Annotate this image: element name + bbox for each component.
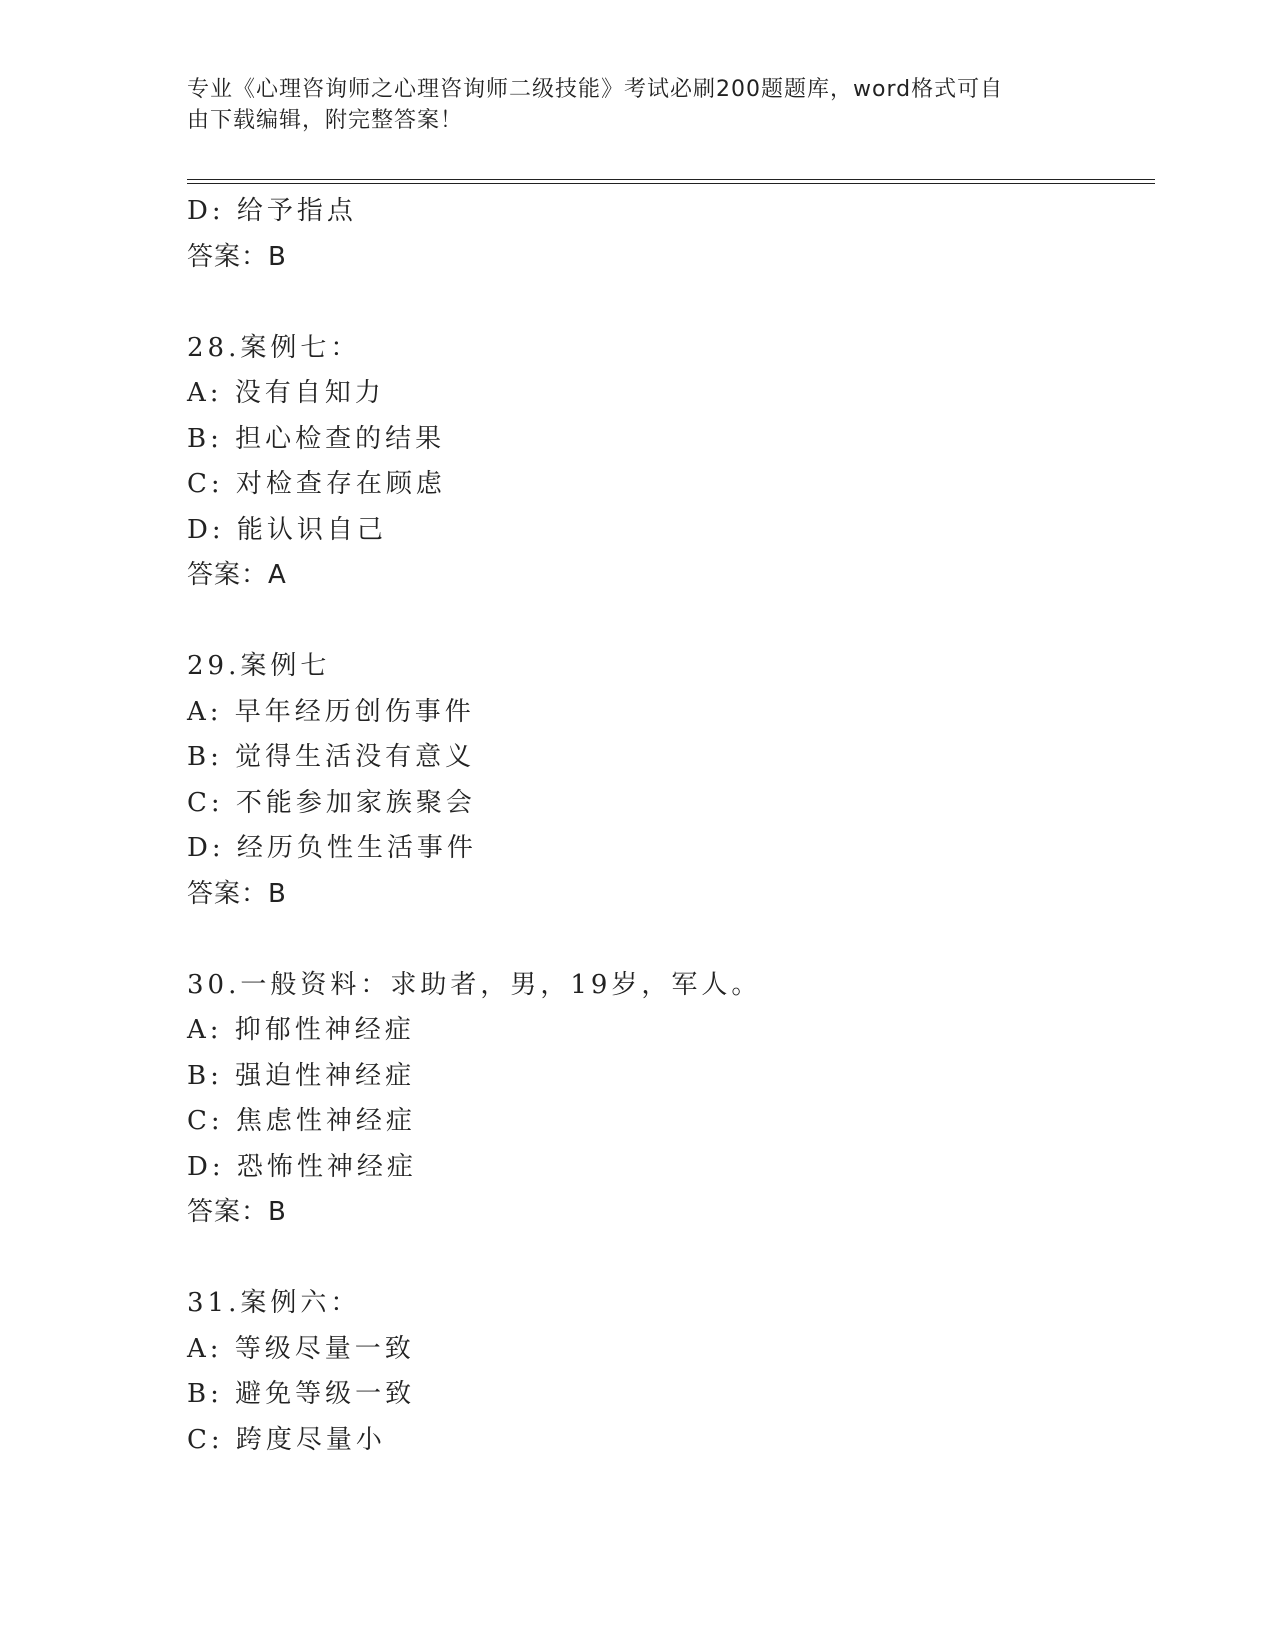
header-divider-top	[187, 179, 1155, 180]
question-29	[187, 644, 1147, 917]
option-b: B: 强迫性神经症	[187, 1060, 416, 1091]
header-divider-bottom	[187, 183, 1155, 184]
question-list	[187, 189, 1147, 1463]
option-c: C: 不能参加家族聚会	[187, 787, 476, 818]
spacer	[187, 599, 1147, 645]
option-b: B: 觉得生活没有意义	[187, 742, 476, 772]
option-d: D: 恐怖性神经症	[187, 1151, 417, 1182]
question-stem: 29.案例七	[187, 651, 331, 681]
question-fragment	[187, 189, 1147, 280]
option-a: A: 等级尽量一致	[187, 1333, 415, 1364]
option-b: B: 担心检查的结果	[187, 423, 446, 454]
option-c: C: 跨度尽量小	[187, 1424, 386, 1455]
spacer	[187, 917, 1147, 963]
option-d: D: 经历负性生活事件	[187, 833, 477, 863]
header-line-2: 由下载编辑，附完整答案！	[187, 108, 464, 133]
answer-line: 答案：B	[187, 241, 287, 272]
spacer	[187, 280, 1147, 326]
option-d: D: 能认识自己	[187, 514, 387, 545]
answer-line: 答案：B	[187, 878, 287, 909]
question-stem: 30.一般资料：求助者，男，19岁，军人。	[187, 969, 762, 1000]
question-stem: 31.案例六：	[187, 1288, 361, 1318]
option-b: B: 避免等级一致	[187, 1379, 416, 1409]
document-header	[187, 74, 1067, 136]
option-c: C: 对检查存在顾虑	[187, 469, 446, 499]
question-stem: 28.案例七：	[187, 332, 361, 363]
answer-line: 答案：A	[187, 560, 287, 590]
option-a: A: 抑郁性神经症	[187, 1015, 415, 1045]
spacer	[187, 1236, 1147, 1282]
option-a: A: 没有自知力	[187, 378, 385, 408]
question-30	[187, 963, 1147, 1236]
option-d: D: 给予指点	[187, 196, 357, 226]
option-c: C: 焦虑性神经症	[187, 1106, 416, 1136]
header-line-1: 专业《心理咨询师之心理咨询师二级技能》考试必刷200题题库，word格式可自	[187, 77, 1004, 102]
question-31	[187, 1281, 1147, 1463]
option-a: A: 早年经历创伤事件	[187, 696, 475, 727]
answer-line: 答案：B	[187, 1197, 287, 1227]
question-28	[187, 326, 1147, 599]
